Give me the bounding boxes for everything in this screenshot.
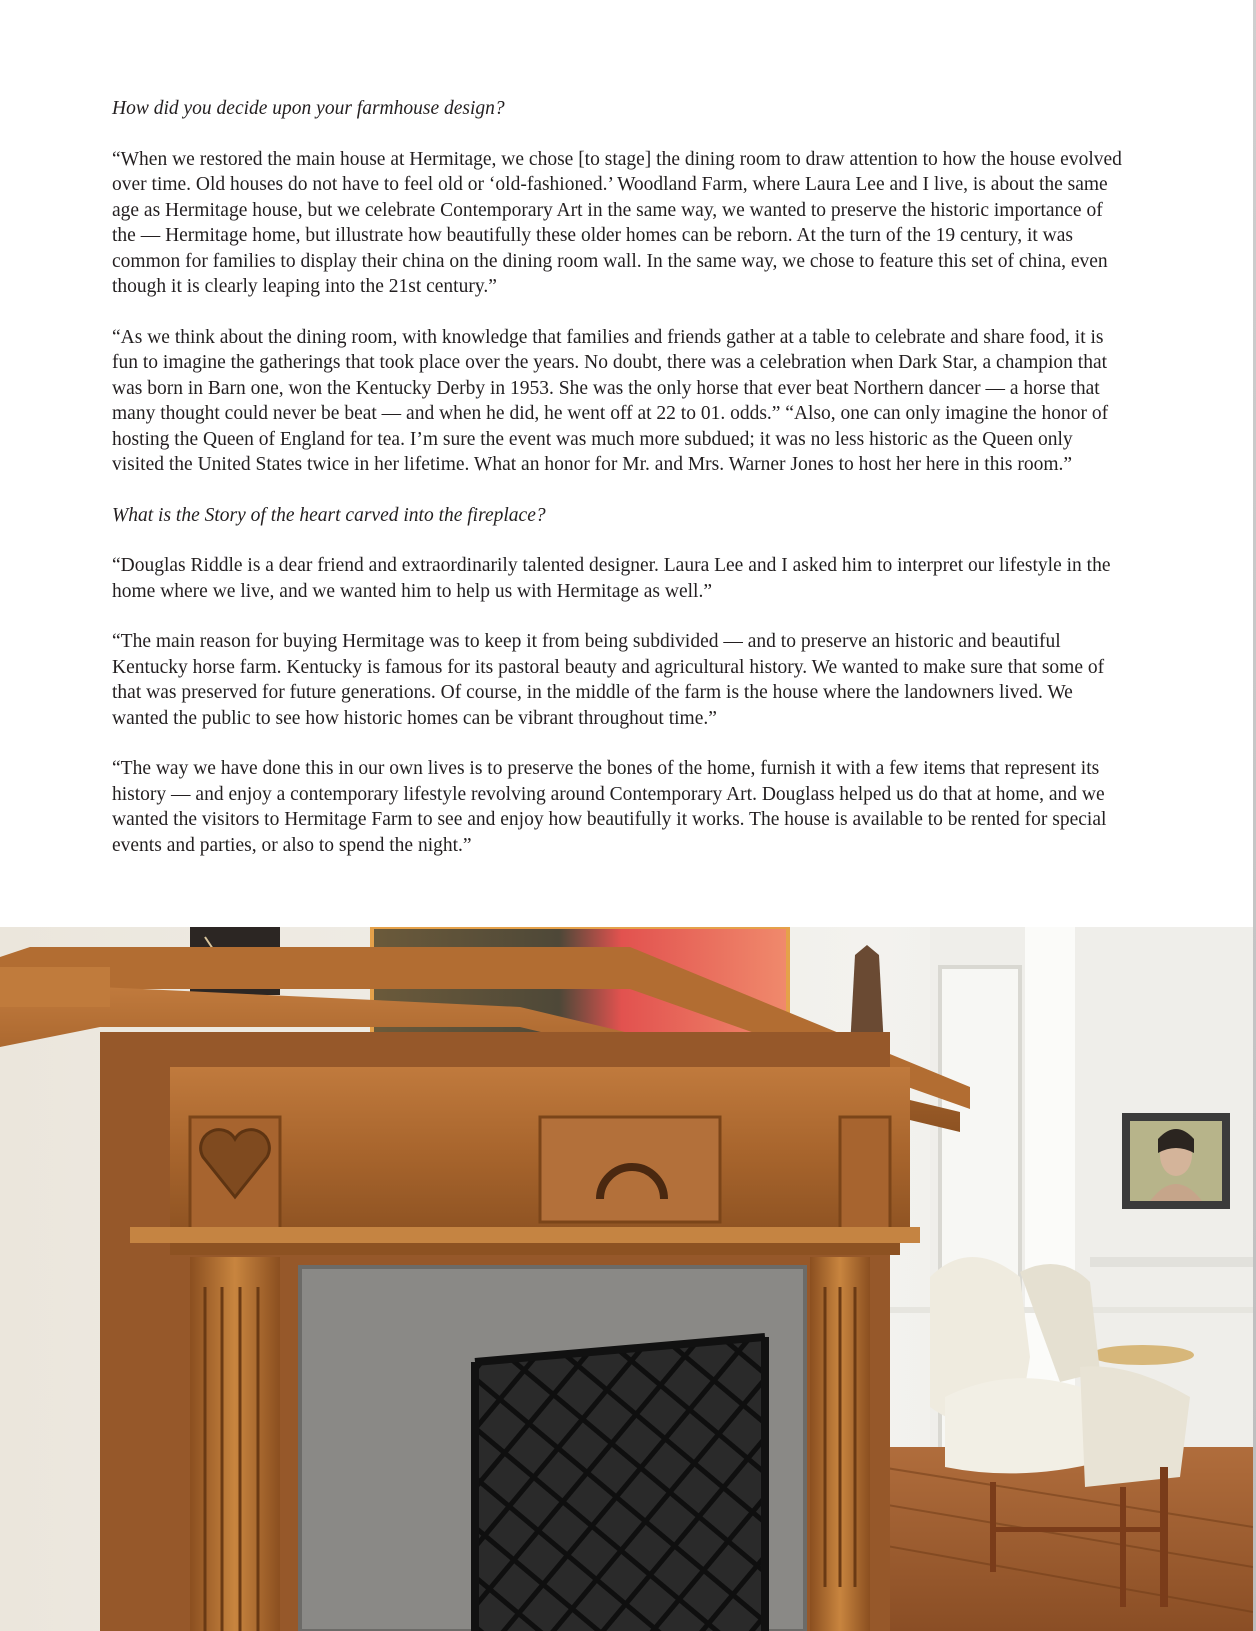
interview-answer: “When we restored the main house at Hermitage, we chose [to stage] the dining room to draw attention to how the house evolved over time. Old houses do not have to feel old or ‘old-fashioned.’ Woodland Farm, where Laura Lee and I live, is about the same age as Hermitage house, but we celebrate Contemporary Art in the same way, we wanted to preserve the historic importance of the — Hermitage home, but illustrate how beautifully these older homes can be reborn. At the turn of the 19 century, it was common for families to display their china on the dining room wall. In the same way, we chose to feature this set of china, even though it is clearly leaping into the 21st century.” [112,148,1122,297]
fireplace-photo [0,927,1253,1631]
interview-question: What is the Story of the heart carved into the fireplace? [112,504,546,526]
interview-answer: “The way we have done this in our own lives is to preserve the bones of the home, furnish it with a few items that represent its history — and enjoy a contemporary lifestyle revolving around Contemporary Art. Douglass helped us do that at home, and we wanted the visitors to Hermitage Farm to see and enjoy how beautifully it works. The house is available to be rented for special events and parties, or also to spend the night.” [112,758,1107,856]
article-body [112,96,1122,883]
interview-question: How did you decide upon your farmhouse design? [112,98,505,119]
interview-answer: “The main reason for buying Hermitage was to keep it from being subdivided — and to preserve an historic and beautiful Kentucky horse farm. Kentucky is famous for its pastoral beauty and agricultural history. We wanted to make sure that some of that was preserved for future generations. Of course, in the middle of the farm is the house where the landowners lived. We wanted the public to see how historic homes can be vibrant throughout time.” [112,631,1105,729]
interview-answer: “As we think about the dining room, with knowledge that families and friends gather at a table to celebrate and share food, it is fun to imagine the gatherings that took place over the years. No doubt, there was a celebration when Dark Star, a champion that was born in Barn one, won the Kentucky Derby in 1953. She was the only horse that ever beat Northern dancer — a horse that many thought could never be beat — and when he did, he went off at 22 to 01. odds.” “Also, one can only imagine the honor of hosting the Queen of England for tea. I’m sure the event was much more subdued; it was no less historic as the Queen only visited the United States twice in her lifetime. What an honor for Mr. and Mrs. Warner Jones to host her here in this room.” [112,326,1109,475]
interview-answer: “Douglas Riddle is a dear friend and extraordinarily talented designer. Laura Lee and I asked him to interpret our lifestyle in the home where we live, and we wanted him to help us with Hermitage as well.” [112,555,1111,602]
portrait-frame [1122,1113,1230,1209]
